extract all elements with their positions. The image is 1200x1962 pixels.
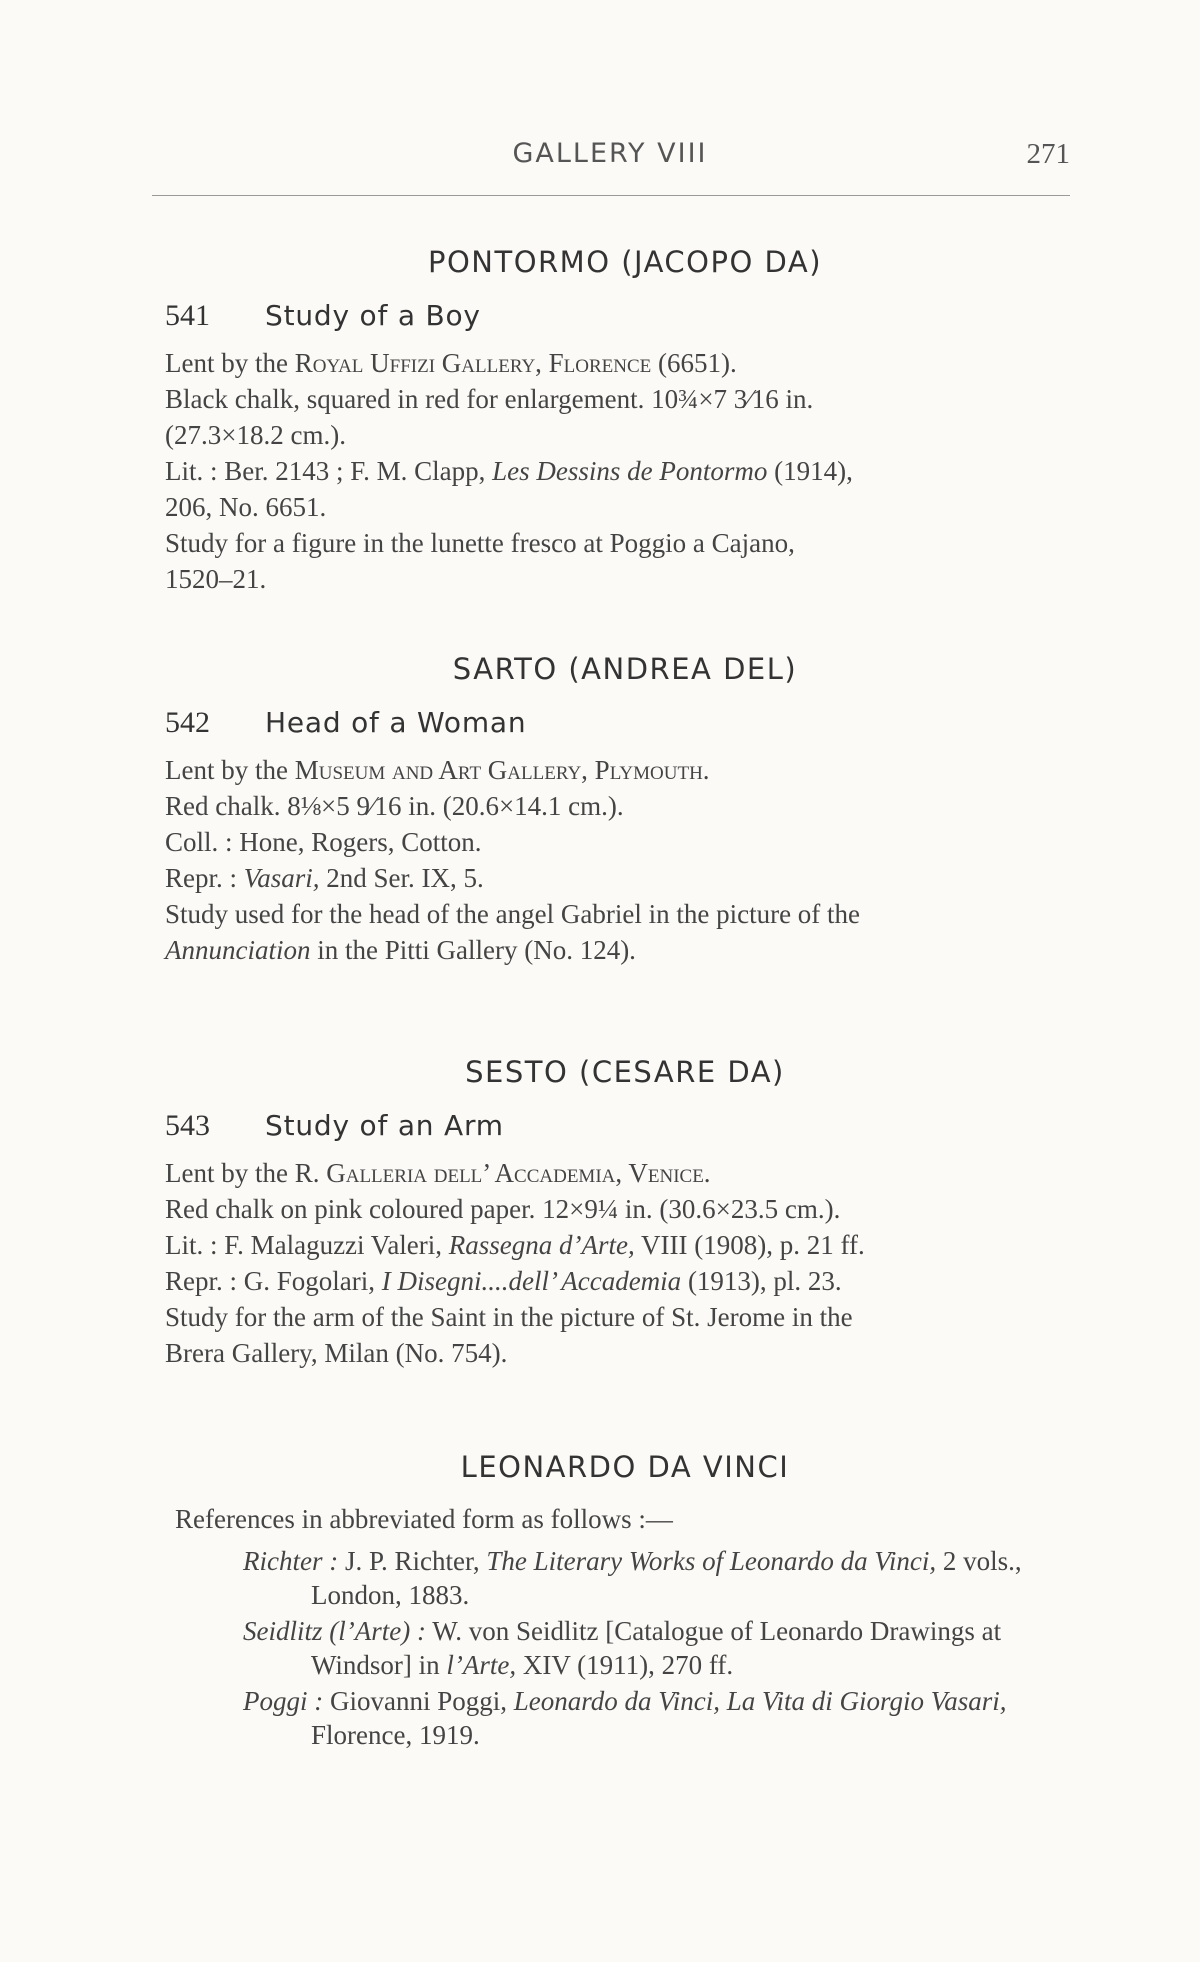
item-heading bbox=[165, 1109, 1085, 1143]
header-rule bbox=[152, 195, 1070, 196]
note-line: Study for the arm of the Saint in the picture of St. Jerome in the bbox=[165, 1302, 853, 1332]
lender-line: Lent by the Royal Uffizi Gallery, Florence (6651). bbox=[165, 348, 737, 378]
item-title: Head of a Woman bbox=[265, 706, 527, 739]
note-line: Study for a figure in the lunette fresco at Poggio a Cajano, bbox=[165, 528, 795, 558]
reference-poggi: Poggi : Giovanni Poggi, Leonardo da Vinci, La Vita di Giorgio Vasari, Florence, 1919. bbox=[243, 1686, 1007, 1750]
reproduction-line: Repr. : G. Fogolari, I Disegni....dell’ Accademia (1913), pl. 23. bbox=[165, 1266, 842, 1296]
artist-heading: PONTORMO (JACOPO DA) bbox=[427, 245, 823, 279]
item-number: 543 bbox=[165, 1109, 210, 1142]
collection-line: Coll. : Hone, Rogers, Cotton. bbox=[165, 827, 482, 857]
lender-name: Galleria dell’ Accademia, Venice. bbox=[326, 1158, 711, 1188]
running-head bbox=[150, 138, 1070, 178]
reference-seidlitz: Seidlitz (l’Arte) : W. von Seidlitz [Catalogue of Leonardo Drawings at Windsor] in l’Arte, XIV (1911), 270 ff. bbox=[243, 1616, 1002, 1680]
entry-leonardo bbox=[165, 1450, 1085, 1504]
literature-line-cont: 206, No. 6651. bbox=[165, 492, 327, 522]
medium-line: Red chalk on pink coloured paper. 12×9¼ in. (30.6×23.5 cm.). bbox=[165, 1194, 841, 1224]
medium-line: Red chalk. 8⅛×5 9⁄16 in. (20.6×14.1 cm.). bbox=[165, 791, 624, 821]
item-heading bbox=[165, 299, 1085, 333]
reference-richter: Richter : J. P. Richter, The Literary Works of Leonardo da Vinci, 2 vols., London, 1883. bbox=[243, 1546, 1022, 1610]
artist-heading: SARTO (ANDREA DEL) bbox=[452, 652, 798, 686]
literature-line: Lit. : Ber. 2143 ; F. M. Clapp, Les Dessins de Pontormo (1914), bbox=[165, 456, 853, 486]
running-title: GALLERY VIII bbox=[512, 138, 708, 169]
item-title: Study of an Arm bbox=[265, 1109, 504, 1142]
page-number: 271 bbox=[1026, 138, 1070, 170]
medium-line-cont: (27.3×18.2 cm.). bbox=[165, 420, 346, 450]
item-number: 542 bbox=[165, 706, 210, 739]
item-number: 541 bbox=[165, 299, 210, 332]
medium-line: Black chalk, squared in red for enlargement. 10¾×7 3⁄16 in. bbox=[165, 384, 814, 414]
lender-name: Museum and Art Gallery, Plymouth. bbox=[294, 755, 710, 785]
lender-line: Lent by the R. Galleria dell’ Accademia, Venice. bbox=[165, 1158, 711, 1188]
references-block bbox=[175, 1500, 1095, 1754]
artist-heading: LEONARDO DA VINCI bbox=[460, 1450, 790, 1484]
lender-line: Lent by the Museum and Art Gallery, Plymouth. bbox=[165, 755, 710, 785]
artist-heading: SESTO (CESARE DA) bbox=[465, 1055, 785, 1089]
note-line-cont: Annunciation in the Pitti Gallery (No. 124). bbox=[165, 935, 636, 965]
entry-sesto bbox=[165, 1055, 1085, 1371]
lender-name: Royal Uffizi Gallery, Florence bbox=[294, 348, 652, 378]
literature-line: Lit. : F. Malaguzzi Valeri, Rassegna d’Arte, VIII (1908), p. 21 ff. bbox=[165, 1230, 865, 1260]
note-line-cont: 1520–21. bbox=[165, 564, 267, 594]
reproduction-line: Repr. : Vasari, 2nd Ser. IX, 5. bbox=[165, 863, 484, 893]
note-line-cont: Brera Gallery, Milan (No. 754). bbox=[165, 1338, 508, 1368]
references-intro: References in abbreviated form as follows :— bbox=[175, 1504, 673, 1534]
entry-pontormo bbox=[165, 245, 1085, 597]
item-title: Study of a Boy bbox=[265, 299, 481, 332]
note-line: Study used for the head of the angel Gabriel in the picture of the bbox=[165, 899, 861, 929]
item-heading bbox=[165, 706, 1085, 740]
entry-sarto bbox=[165, 652, 1085, 968]
